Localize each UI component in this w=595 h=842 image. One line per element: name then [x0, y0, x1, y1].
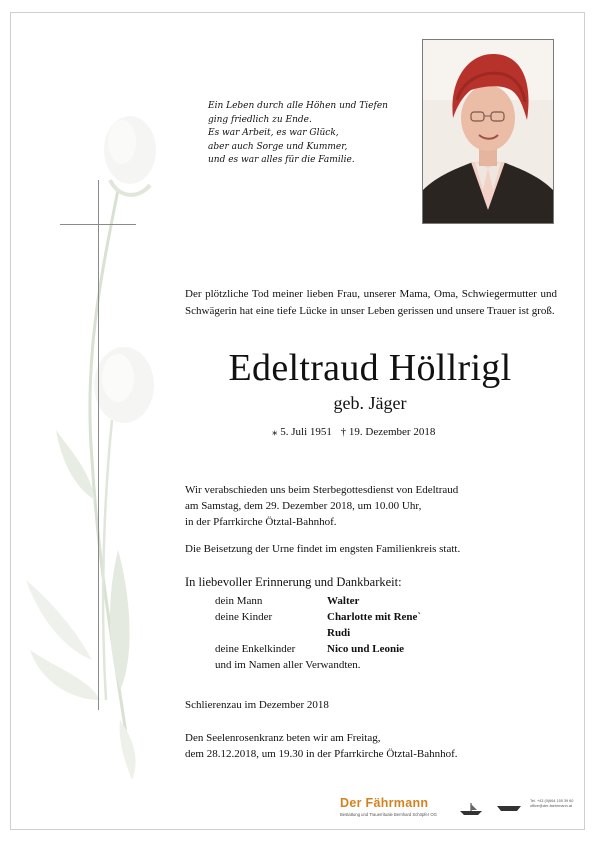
place-date	[185, 697, 565, 713]
undertaker-footer	[340, 796, 580, 826]
intro-text: Der plötzliche Tod meiner lieben Frau, unserer Mama, Oma, Schwiegermutter und Schwägerin hat eine tiefe Lücke in unser Leben gerissen und unsere Trauer ist groß.	[185, 288, 557, 317]
service-info	[185, 482, 565, 530]
undertaker-subtitle: Bestattung und Trauerrituale Bernhard Schöpfer OG	[340, 812, 437, 817]
place-date-text: Schlierenzau im Dezember 2018	[185, 699, 329, 711]
poem-line: Ein Leben durch alle Höhen und Tiefen	[208, 101, 388, 111]
rosary-line: dem 28.12.2018, um 19.30 in der Pfarrkirche Ötztal-Bahnhof.	[185, 748, 458, 760]
mourner-names: Rudi	[327, 627, 351, 639]
life-dates	[272, 425, 532, 439]
mourner-names: Walter	[327, 595, 360, 607]
portrait-photo	[422, 39, 554, 224]
death-date: † 19. Dezember 2018	[340, 426, 436, 438]
mourner-relation: und im Namen aller Verwandten.	[215, 659, 361, 671]
ferry-boat-icon	[458, 802, 484, 816]
service-line: am Samstag, dem 29. Dezember 2018, um 10.00 Uhr,	[185, 500, 422, 512]
undertaker-contact	[530, 799, 573, 809]
mourner-names: Charlotte mit Rene`	[327, 611, 422, 623]
poem-line: aber auch Sorge und Kummer,	[208, 141, 348, 152]
urn-info	[185, 541, 565, 557]
contact-line: Tel. +43 (0)664 155 39 60	[530, 799, 574, 803]
poem-line: ging friedlich zu Ende.	[208, 114, 312, 125]
birth-date: ⁎ 5. Juli 1951	[272, 426, 332, 438]
rosary-info	[185, 730, 565, 762]
born-name: geb. Jäger	[333, 393, 407, 413]
cross-vertical	[98, 180, 99, 710]
mourner-relation: dein Mann	[215, 595, 263, 607]
rosary-line: Den Seelenrosenkranz beten wir am Freitag,	[185, 732, 381, 744]
poem-line: Es war Arbeit, es war Glück,	[208, 128, 339, 139]
urn-text: Die Beisetzung der Urne findet im engsten Familienkreis statt.	[185, 543, 461, 555]
mourner-relation: deine Enkelkinder	[215, 643, 296, 655]
service-line: in der Pfarrkirche Ötztal-Bahnhof.	[185, 516, 337, 528]
rose-decoration-icon	[0, 0, 200, 842]
undertaker-logo: Der Fährmann	[340, 796, 429, 810]
gratitude-title: In liebevoller Erinnerung und Dankbarkeit:	[185, 575, 402, 589]
portrait-photo-image	[423, 40, 553, 223]
ferry-boat-icon	[496, 802, 522, 812]
deceased-name: Edeltraud Höllrigl	[228, 347, 512, 389]
poem-line: und es war alles für die Familie.	[208, 155, 355, 166]
contact-line: office@der-faehrmann.at	[530, 804, 572, 808]
cross-horizontal	[60, 224, 136, 225]
poem	[208, 100, 408, 168]
mourner-names: Nico und Leonie	[327, 643, 405, 655]
mourner-relation: deine Kinder	[215, 611, 273, 623]
service-line: Wir verabschieden uns beim Sterbegottesdienst von Edeltraud	[185, 484, 459, 496]
